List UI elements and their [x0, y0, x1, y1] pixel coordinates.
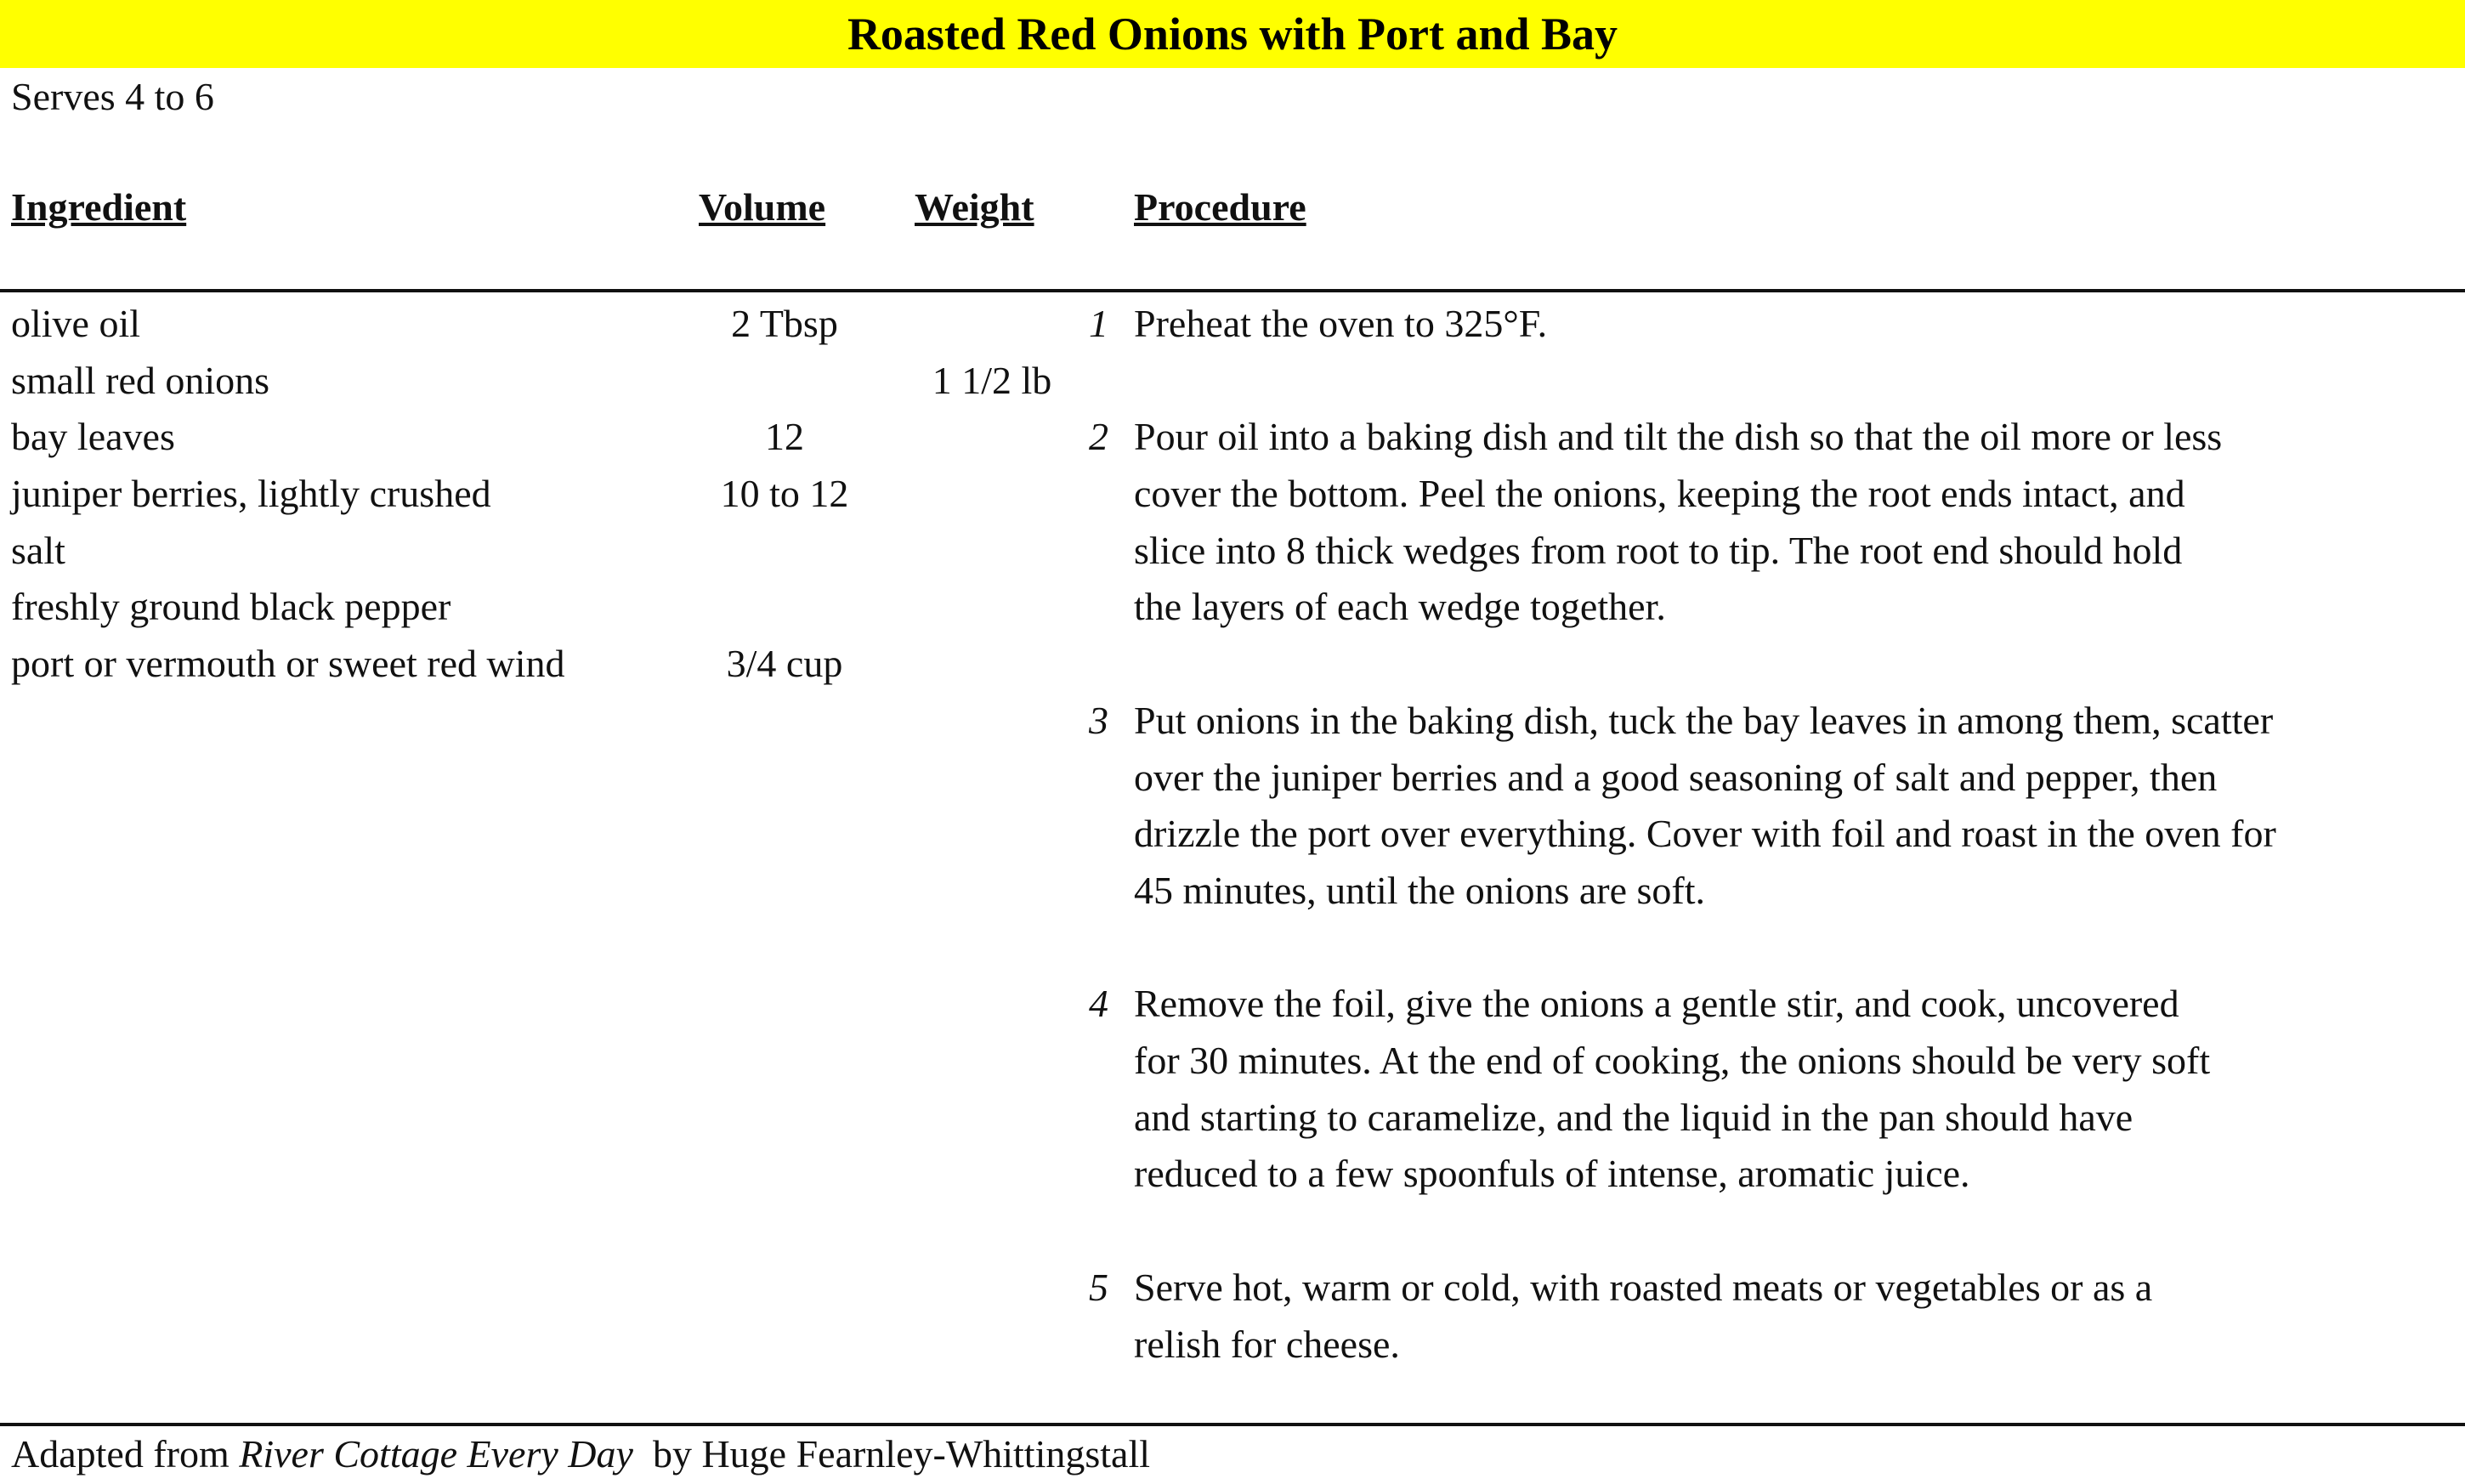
step-text — [1134, 976, 2210, 1203]
source-author: by Huge Fearnley-Whittingstall — [632, 1432, 1151, 1476]
step-text-line: reduced to a few spoonfuls of intense, aromatic juice. — [1134, 1152, 1970, 1196]
ingredient-name: salt — [11, 528, 65, 572]
ingredient-volume: 3/4 cup — [726, 642, 843, 686]
step-number: 2 — [1089, 415, 1108, 459]
ingredient-volume: 2 Tbsp — [731, 302, 838, 345]
step-text — [1134, 409, 2222, 636]
step-text — [1134, 1260, 2152, 1373]
procedure-step — [1054, 1260, 2448, 1373]
step-text-line: and starting to caramelize, and the liquid in the pan should have — [1134, 1095, 2134, 1139]
step-text-line: Pour oil into a baking dish and tilt the dish so that the oil more or less — [1134, 415, 2223, 459]
step-text-line: drizzle the port over everything. Cover with foil and roast in the oven for — [1134, 812, 2276, 856]
header-ingredient: Ingredient — [11, 185, 187, 229]
step-number: 1 — [1089, 302, 1108, 345]
ingredient-name: small red onions — [11, 358, 270, 402]
ingredient-name: port or vermouth or sweet red wind — [11, 642, 565, 686]
step-text-line: for 30 minutes. At the end of cooking, the onions should be very soft — [1134, 1039, 2211, 1083]
step-number: 4 — [1089, 982, 1108, 1026]
step-text — [1134, 693, 2276, 920]
footer-divider — [0, 1423, 2465, 1426]
step-number: 3 — [1089, 698, 1108, 742]
step-text — [1134, 296, 1547, 353]
procedure-step — [1054, 409, 2448, 636]
step-text-line: Put onions in the baking dish, tuck the bay leaves in among them, scatter — [1134, 698, 2274, 742]
header-procedure: Procedure — [1134, 185, 1306, 229]
source-prefix: Adapted from — [11, 1432, 240, 1476]
step-text-line: 45 minutes, until the onions are soft. — [1134, 868, 1706, 912]
recipe-title: Roasted Red Onions with Port and Bay — [847, 8, 1618, 59]
step-text-line: slice into 8 thick wedges from root to tip. The root end should hold — [1134, 528, 2183, 572]
serves-text: Serves 4 to 6 — [11, 75, 214, 118]
source-credit — [11, 1427, 1150, 1481]
step-text-line: Remove the foil, give the onions a gentle stir, and cook, uncovered — [1134, 982, 2179, 1026]
step-text-line: the layers of each wedge together. — [1134, 585, 1666, 629]
ingredient-volume: 12 — [765, 415, 804, 459]
procedure-step — [1054, 976, 2448, 1203]
ingredient-volume: 10 to 12 — [720, 472, 849, 516]
recipe-title-bar — [0, 0, 2465, 68]
header-divider — [0, 289, 2465, 292]
ingredient-weight: 1 1/2 lb — [932, 358, 1052, 402]
header-volume: Volume — [699, 185, 826, 229]
header-weight: Weight — [915, 185, 1034, 229]
procedure-step — [1054, 296, 2448, 353]
procedure-step — [1054, 693, 2448, 920]
step-text-line: over the juniper berries and a good seasoning of salt and pepper, then — [1134, 755, 2218, 799]
source-book-title: River Cottage Every Day — [239, 1432, 633, 1476]
step-number: 5 — [1089, 1265, 1108, 1309]
procedure-list — [1054, 296, 2448, 1430]
ingredient-name: bay leaves — [11, 415, 175, 459]
step-text-line: Preheat the oven to 325°F. — [1134, 302, 1548, 345]
step-text-line: cover the bottom. Peel the onions, keeping the root ends intact, and — [1134, 472, 2185, 516]
step-text-line: Serve hot, warm or cold, with roasted meats or vegetables or as a — [1134, 1265, 2153, 1309]
ingredient-name: juniper berries, lightly crushed — [11, 472, 491, 516]
ingredient-name: freshly ground black pepper — [11, 585, 451, 629]
step-text-line: relish for cheese. — [1134, 1322, 1400, 1366]
ingredient-name: olive oil — [11, 302, 141, 345]
